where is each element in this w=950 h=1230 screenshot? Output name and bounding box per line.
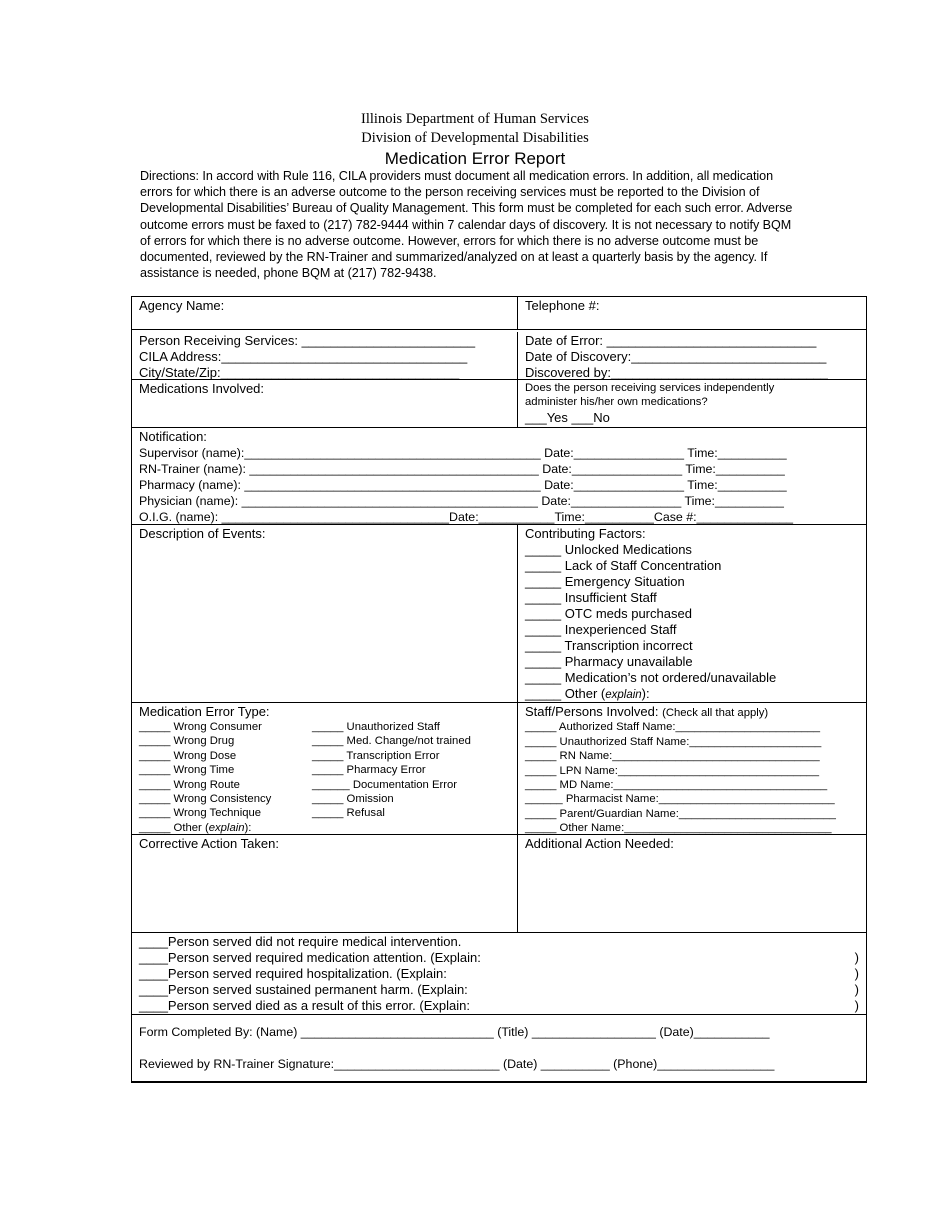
cila-address-field[interactable]: CILA Address:__________________________________ — [139, 349, 468, 364]
factor-item[interactable]: _____ Medication’s not ordered/unavailable — [525, 670, 777, 685]
notification-rn-trainer[interactable]: RN-Trainer (name): __________________________________________ Date:________________ Time:__________ — [139, 462, 785, 476]
person-row — [132, 330, 866, 380]
staff-item[interactable]: _____ Authorized Staff Name:_______________________ — [525, 721, 821, 734]
error-type-other[interactable]: _____ Other (explain): — [139, 821, 252, 834]
error-type-item[interactable]: _____ Refusal — [312, 807, 385, 820]
staff-item[interactable]: _____ Parent/Guardian Name:_________________________ — [525, 807, 836, 820]
form-completed-by-field[interactable]: Form Completed By: (Name) ____________________________ (Title) __________________ (Date)___________ — [139, 1025, 770, 1039]
form-title: Medication Error Report — [384, 149, 566, 168]
signoff-section — [132, 1015, 866, 1081]
events-row — [132, 525, 866, 703]
contributing-factors — [518, 525, 866, 702]
rn-trainer-signature-field[interactable]: Reviewed by RN-Trainer Signature:________________________ (Date) __________ (Phone)_________________ — [139, 1057, 775, 1071]
yes-no-checkboxes[interactable]: ___Yes ___No — [525, 409, 610, 425]
report-form — [131, 296, 867, 1083]
additional-heading: Additional Action Needed: — [525, 836, 674, 851]
telephone-field[interactable]: Telephone #: — [525, 298, 600, 313]
outcome-item[interactable]: ____Person served required medication attention. (Explain: ) — [139, 950, 859, 965]
outcome-item[interactable]: ____Person served required hospitalization. (Explain: ) — [139, 966, 859, 981]
additional-action-field[interactable] — [518, 835, 866, 932]
factor-item[interactable]: _____ Inexperienced Staff — [525, 622, 677, 637]
error-type-item[interactable]: _____ Wrong Consumer — [139, 721, 262, 733]
staff-item[interactable]: _____ MD Name:__________________________________ — [525, 779, 828, 792]
medications-row — [132, 380, 866, 428]
staff-item[interactable]: _____ RN Name:_________________________________ — [525, 750, 820, 763]
city-state-zip-field[interactable]: City/State/Zip:_________________________________ — [139, 365, 460, 379]
division-name: Division of Developmental Disabilities — [361, 130, 589, 146]
outcome-options — [132, 933, 866, 1014]
notification-row — [132, 428, 866, 525]
outcome-item[interactable]: ____Person served died as a result of this error. (Explain: ) — [139, 998, 859, 1013]
action-row — [132, 835, 866, 933]
error-type-options — [139, 720, 510, 834]
staff-item[interactable]: _____ Other Name:_________________________________ — [525, 822, 832, 834]
signoff-row — [132, 1015, 866, 1081]
person-receiving-field[interactable]: Person Receiving Services: ________________________ — [139, 333, 476, 348]
factor-item[interactable]: _____ Unlocked Medications — [525, 542, 692, 557]
staff-item[interactable]: ______ Pharmacist Name:____________________________ — [525, 793, 835, 806]
directions-text: Directions: In accord with Rule 116, CILA providers must document all medication errors. In addition, all medication errors for which there is an adverse outcome to the person receiving services must be reported to the Division of Developmental Disabilities’ Bureau of Quality Management. This form must be completed for each such error. Adverse outcome errors must be faxed to (217) 782-9444 within 7 calendar days of discovery. It is not necessary to notify BQM of errors for which there is no adverse outcome. However, errors for which there is no adverse outcome must be documented, reviewed by the RN-Trainer and summarized/analyzed on at least a quarterly basis by the agency. If assistance is needed, phone BQM at (217) 782-9438. — [140, 169, 793, 281]
error-type-item[interactable]: _____ Omission — [312, 793, 394, 806]
corrective-action-field[interactable] — [132, 835, 518, 932]
description-of-events-field[interactable] — [132, 525, 518, 702]
error-type-row — [132, 703, 866, 835]
error-type-item[interactable]: _____ Med. Change/not trained — [312, 735, 471, 748]
error-dates — [518, 332, 866, 379]
factor-item-other[interactable]: _____ Other (explain): — [525, 686, 650, 701]
error-type-item[interactable]: _____ Unauthorized Staff — [312, 721, 440, 733]
question-line-2: administer his/her own medications? — [525, 396, 708, 409]
error-type-item[interactable]: _____ Wrong Dose — [139, 749, 237, 762]
agency-row — [132, 297, 866, 330]
person-info — [132, 332, 518, 379]
form-header — [0, 110, 950, 169]
error-type-item[interactable]: _____ Wrong Route — [139, 778, 240, 791]
error-type-col-1 — [139, 720, 312, 834]
outcome-item[interactable]: ____Person served sustained permanent harm. (Explain: ) — [139, 982, 859, 997]
outcome-row — [132, 933, 866, 1015]
factor-item[interactable]: _____ OTC meds purchased — [525, 606, 692, 621]
notification-heading: Notification: — [139, 429, 207, 444]
error-type-col-2 — [312, 720, 471, 834]
date-of-discovery-field[interactable]: Date of Discovery:___________________________ — [525, 349, 827, 364]
contributing-heading: Contributing Factors: — [525, 526, 646, 541]
question-line-1: Does the person receiving services independently — [525, 382, 775, 394]
description-heading: Description of Events: — [139, 526, 266, 541]
error-type-item[interactable]: _____ Wrong Technique — [139, 807, 262, 820]
factor-item[interactable]: _____ Lack of Staff Concentration — [525, 558, 722, 573]
error-type-item[interactable]: _____ Wrong Drug — [139, 735, 235, 748]
date-of-error-field[interactable]: Date of Error: _____________________________ — [525, 333, 817, 348]
staff-persons-involved — [518, 703, 866, 834]
outcome-item[interactable]: ____Person served did not require medical intervention. — [139, 934, 462, 949]
notification-section — [132, 428, 866, 524]
notification-pharmacy[interactable]: Pharmacy (name): ___________________________________________ Date:________________ Time:__________ — [139, 478, 787, 492]
corrective-heading: Corrective Action Taken: — [139, 836, 279, 851]
error-type-item[interactable]: _____ Wrong Consistency — [139, 793, 272, 806]
error-type-item[interactable]: _____ Transcription Error — [312, 749, 440, 762]
notification-supervisor[interactable]: Supervisor (name):___________________________________________ Date:________________ Time:__________ — [139, 446, 787, 460]
error-type-item[interactable]: _____ Pharmacy Error — [312, 764, 426, 777]
self-administer-question — [518, 380, 866, 427]
error-type-item[interactable]: _____ Wrong Time — [139, 764, 235, 777]
medications-involved-field[interactable]: Medications Involved: — [132, 380, 518, 427]
discovered-by-field[interactable]: Discovered by:______________________________ — [525, 365, 828, 379]
department-name: Illinois Department of Human Services — [361, 111, 589, 127]
staff-item[interactable]: _____ Unauthorized Staff Name:_____________________ — [525, 735, 822, 748]
agency-name-field[interactable]: Agency Name: — [132, 297, 518, 329]
staff-heading: Staff/Persons Involved: (Check all that apply) — [525, 704, 769, 719]
notification-physician[interactable]: Physician (name): ___________________________________________ Date:________________ Time:__________ — [139, 494, 784, 508]
factor-item[interactable]: _____ Insufficient Staff — [525, 590, 657, 605]
staff-item[interactable]: _____ LPN Name:________________________________ — [525, 764, 819, 777]
medication-error-type — [132, 703, 518, 834]
factor-item[interactable]: _____ Pharmacy unavailable — [525, 654, 693, 669]
error-type-item[interactable]: ______ Documentation Error — [312, 778, 458, 791]
notification-oig[interactable]: O.I.G. (name): _________________________________Date:___________Time:__________Case #:______________ — [139, 510, 794, 524]
factor-item[interactable]: _____ Emergency Situation — [525, 574, 685, 589]
error-type-heading: Medication Error Type: — [139, 704, 270, 719]
factor-item[interactable]: _____ Transcription incorrect — [525, 638, 693, 653]
